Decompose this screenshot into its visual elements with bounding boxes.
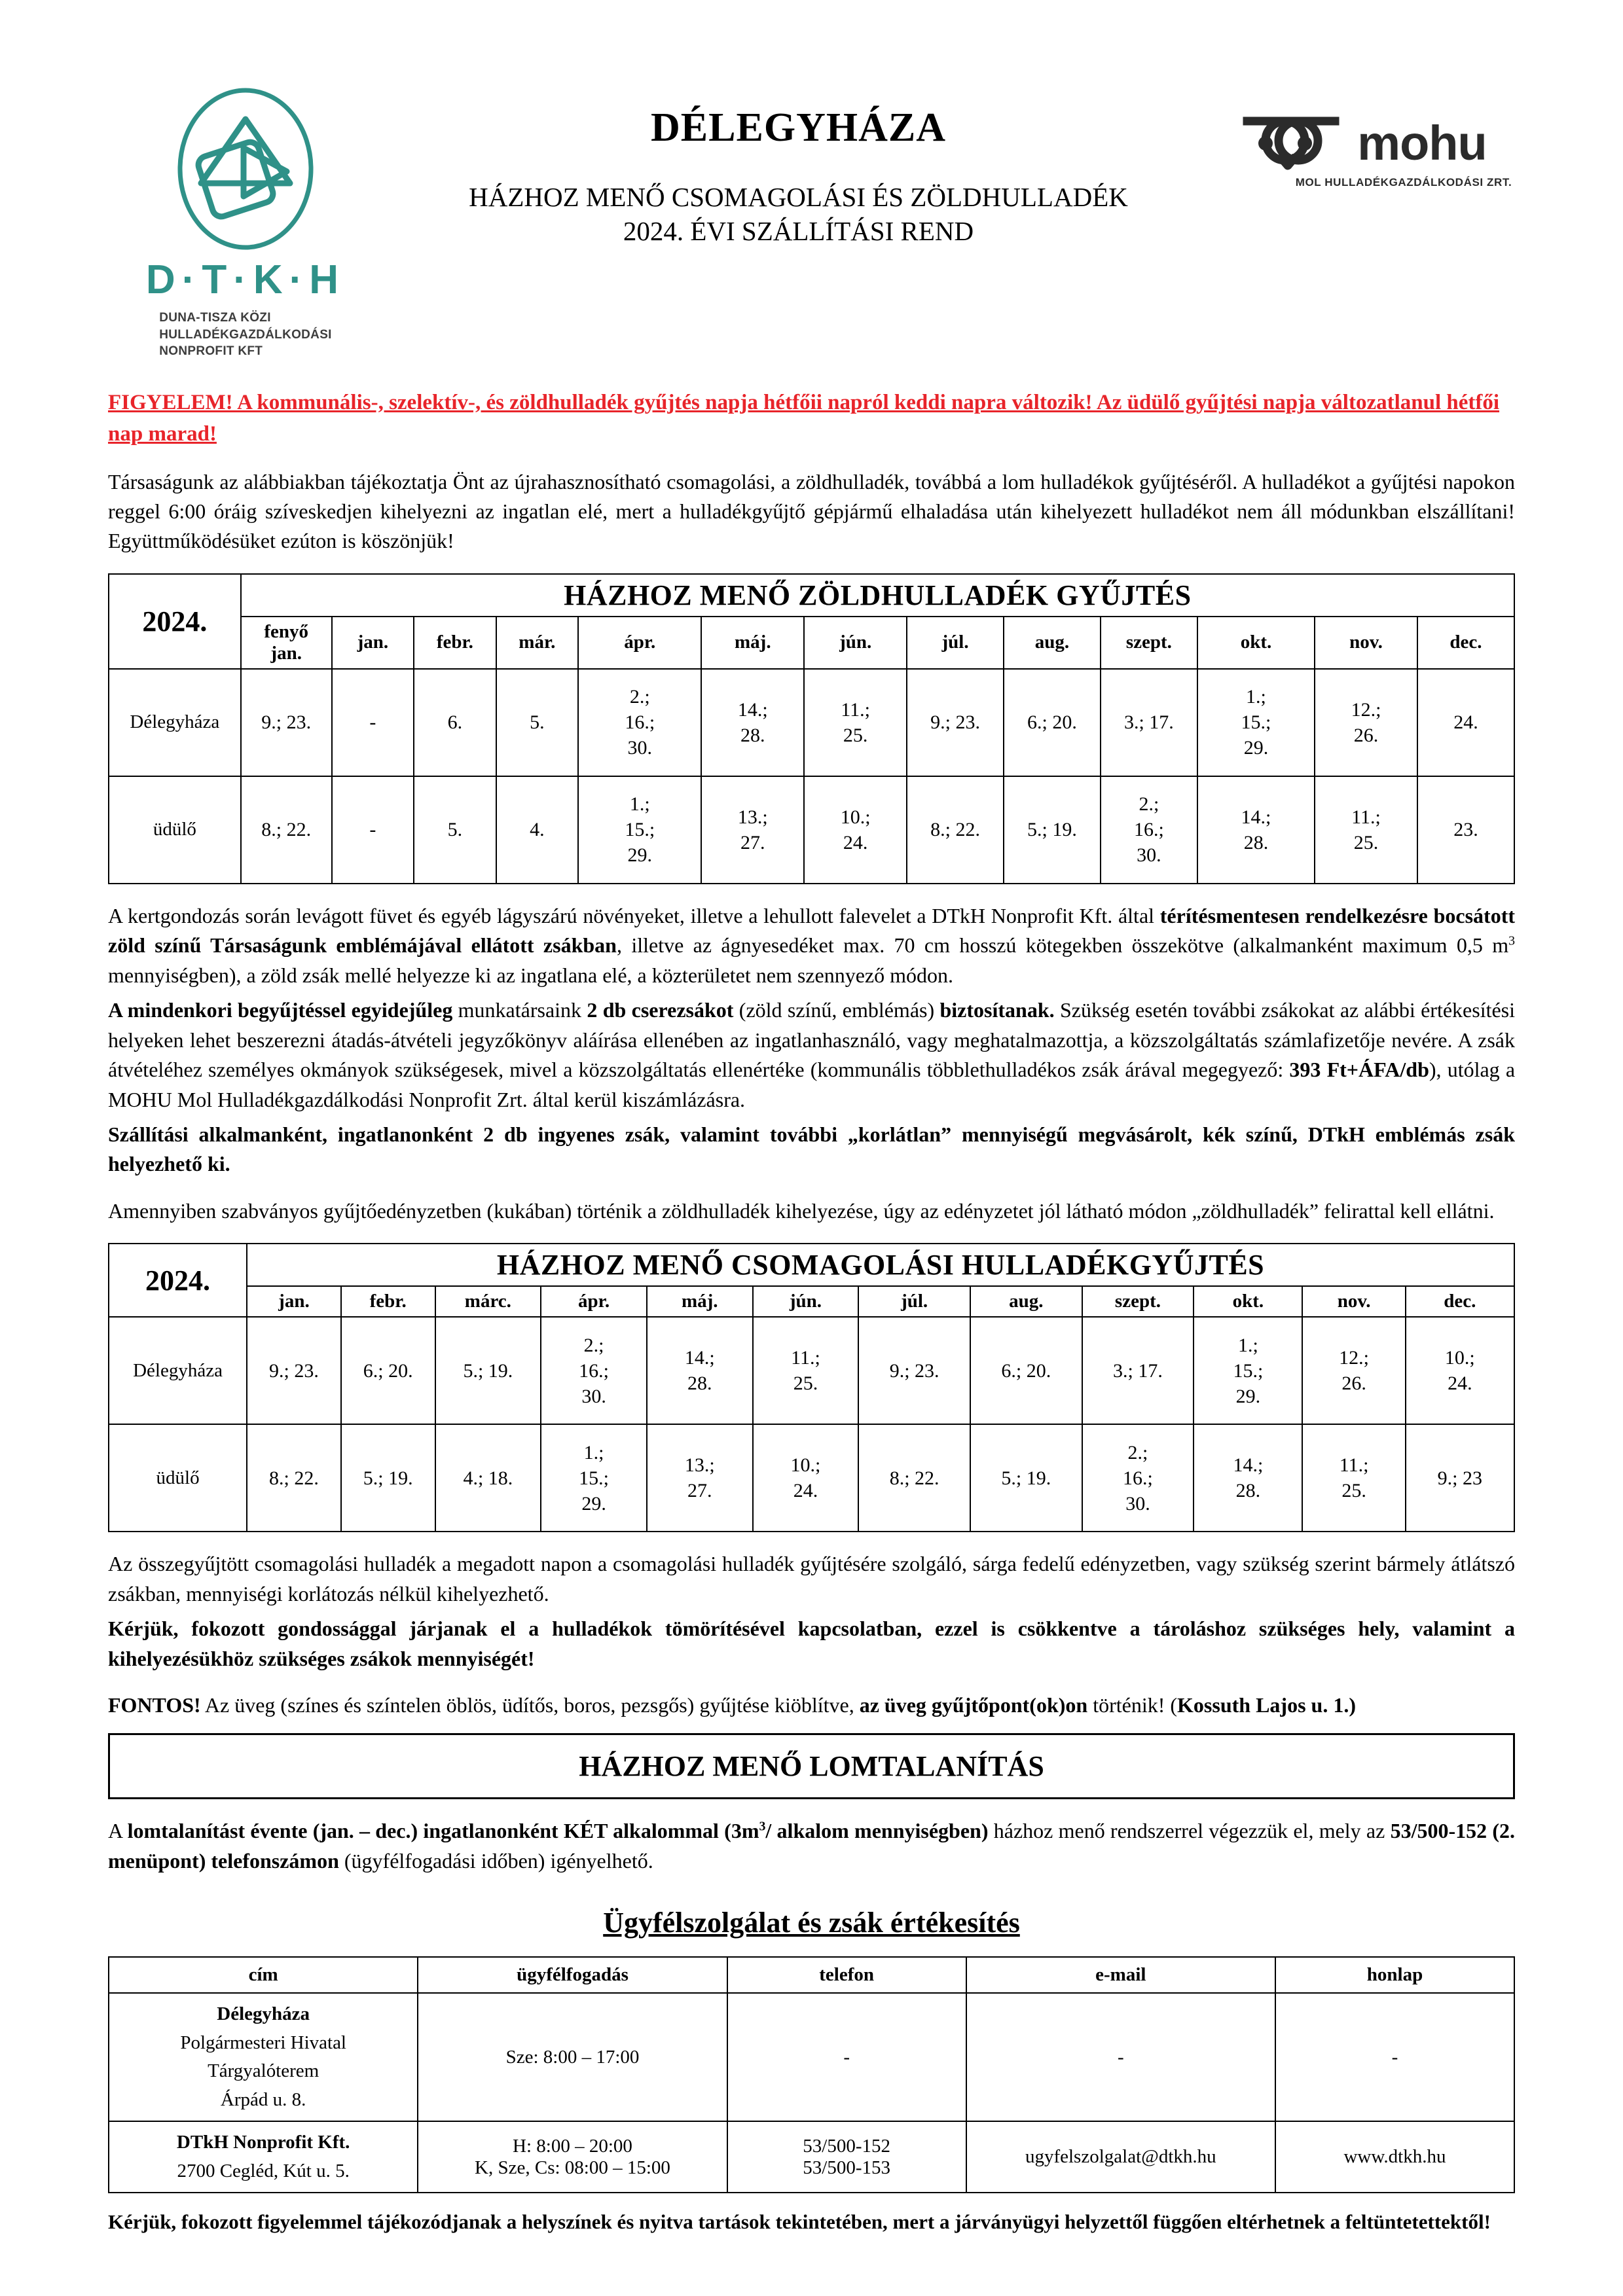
attention-notice: FIGYELEM! A kommunális-, szelektív-, és zöldhulladék gyűjtés napja hétfőii napról keddi napra változik! Az üdülő gyűjtési napja változatlanul hétfői nap marad! (108, 390, 1500, 446)
gw-p1-d: mennyiségben), a zöld zsák mellé helyezze ki az ingatlana elé, a közterületet nem szennyező módon. (108, 963, 953, 987)
mohu-owl-icon (1242, 115, 1340, 171)
page-subtitle-line-1: HÁZHOZ MENŐ CSOMAGOLÁSI ÉS ZÖLDHULLADÉK (469, 182, 1128, 212)
hours-line: K, Sze, Cs: 08:00 – 15:00 (475, 2157, 670, 2178)
month-header-8: aug. (970, 1286, 1082, 1317)
collection-dates-cell: 14.; 28. (1194, 1424, 1302, 1532)
collection-dates-cell: 24. (1417, 669, 1514, 776)
table-row (109, 776, 1514, 884)
collection-dates-cell: 11.; 25. (1302, 1424, 1405, 1532)
gw-p2-price: 393 Ft+ÁFA/db (1289, 1058, 1429, 1082)
address-line: Délegyháza (217, 2003, 310, 2025)
gw-p2-g: ), utólag a MOHU Mol Hulladékgazdálkodási Nonprofit Zrt. által kerül kiszámlázásra. (108, 1058, 1516, 1111)
service-column-header-5: honlap (1275, 1957, 1514, 1993)
gw-p1-a: A kertgondozás során levágott füvet és egyéb lágyszárú növényeket, illetve a lehullott falevelet a DTkH Nonprofit Kft. által (108, 903, 1160, 927)
hours-line: Sze: 8:00 – 17:00 (505, 2046, 640, 2068)
service-column-header-3: telefon (727, 1957, 966, 1993)
collection-dates-cell: 10.; 24. (753, 1424, 859, 1532)
collection-dates-cell: 5.; 19. (970, 1424, 1082, 1532)
page-title: DÉLEGYHÁZA (651, 105, 946, 150)
intro-paragraph: Társaságunk az alábbiakban tájékoztatja Önt az újrahasznosítható csomagolási, a zöldhulladék, továbbá a lom hulladékok gyűjtéséről. A hulladékot a gyűjtési napokon reggel 6:00 óráig szíveskedjen kihelyezni az ingatlan elé, mert a hulladékgyűjtő gépjármű elhaladása után kihelyezett hulladékot nem áll módunkban elszállítani! Együttműködésüket ezúton is köszönjük! (108, 469, 1515, 553)
collection-dates-cell: 3.; 17. (1101, 669, 1197, 776)
bulky-waste-paragraph (108, 1816, 1515, 1876)
collection-dates-cell: - (332, 669, 414, 776)
service-email-cell[interactable]: - (966, 1993, 1275, 2121)
service-column-header-1: cím (109, 1957, 418, 1993)
dtkh-emblem-icon (170, 85, 321, 262)
month-header-6: máj. (701, 617, 804, 669)
mohu-wordmark: mohu (1357, 115, 1487, 170)
month-header-2: jan. (332, 617, 414, 669)
bw-d: házhoz menő rendszerrel végezzük el, mely az (988, 1819, 1391, 1843)
gw-p1-c: , illetve az ágnyesedéket max. 70 cm hosszú kötegekben összekötve (alkalmanként maximum 0,5 m (616, 933, 1509, 958)
collection-dates-cell: 1.; 15.; 29. (578, 776, 701, 884)
collection-dates-cell: 4.; 18. (435, 1424, 541, 1532)
phone-line[interactable]: 53/500-153 (803, 2157, 890, 2178)
collection-dates-cell: - (332, 776, 414, 884)
gw-p1-sup: 3 (1508, 933, 1516, 948)
month-header-8: júl. (907, 617, 1004, 669)
dtkh-tagline-line-3: NONPROFIT KFT (159, 344, 263, 359)
collection-dates-cell: 8.; 22. (247, 1424, 341, 1532)
bw-c: / alkalom mennyiségben) (765, 1819, 989, 1843)
green-waste-paragraph-4: Amennyiben szabványos gyűjtőedényzetben (kukában) történik a zöldhulladék kihelyezése, úgy az edényzetet jól látható módon „zöldhulladék” felirattal kell ellátni. (108, 1198, 1495, 1223)
month-header-7: jún. (804, 617, 907, 669)
bw-a: A (108, 1819, 128, 1843)
dtkh-logo (108, 85, 383, 360)
month-header-11: okt. (1197, 617, 1315, 669)
month-header-10: okt. (1194, 1286, 1302, 1317)
address-line: 2700 Cegléd, Kút u. 5. (177, 2160, 350, 2181)
month-header-4: már. (496, 617, 578, 669)
row-label: üdülő (109, 1424, 247, 1532)
collection-dates-cell: 12.; 26. (1315, 669, 1417, 776)
table-row (109, 669, 1514, 776)
pk-p3-c: az üveg gyűjtőpont(ok)on (859, 1693, 1088, 1717)
collection-dates-cell: 23. (1417, 776, 1514, 884)
schedule-title-cell: HÁZHOZ MENŐ ZÖLDHULLADÉK GYŰJTÉS (241, 574, 1514, 617)
collection-dates-cell: 11.; 25. (804, 669, 907, 776)
month-header-1: jan. (247, 1286, 341, 1317)
green-waste-schedule-table (108, 573, 1515, 884)
collection-dates-cell: 8.; 22. (907, 776, 1004, 884)
dtkh-wordmark: D·T·K·H (145, 257, 346, 302)
collection-dates-cell: 14.; 28. (1197, 776, 1315, 884)
row-label: Délegyháza (109, 1317, 247, 1424)
packaging-paragraph-1: Az összegyűjtött csomagolási hulladék a megadott napon a csomagolási hulladék gyűjtésére szolgáló, sárga fedelű edényzetben, vagy szükség szerint bármely átlátszó zsákban, mennyiségi korlátozás nélkül kihelyezhető. (108, 1552, 1515, 1605)
collection-dates-cell: 8.; 22. (241, 776, 332, 884)
green-waste-paragraph-2 (108, 996, 1515, 1115)
schedule-year-cell: 2024. (109, 574, 241, 669)
month-header-5: ápr. (578, 617, 701, 669)
month-header-4: ápr. (541, 1286, 647, 1317)
service-phone-cell[interactable] (727, 2121, 966, 2193)
title-block (383, 85, 1214, 249)
collection-dates-cell: 5.; 19. (341, 1424, 435, 1532)
service-email-cell[interactable]: ugyfelszolgalat@dtkh.hu (966, 2121, 1275, 2193)
table-row (109, 1317, 1514, 1424)
month-header-12: dec. (1406, 1286, 1514, 1317)
month-header-12: nov. (1315, 617, 1417, 669)
collection-dates-cell: 9.; 23 (1406, 1424, 1514, 1532)
month-header-row (109, 1286, 1514, 1317)
schedule-year-cell: 2024. (109, 1244, 247, 1317)
collection-dates-cell: 9.; 23. (907, 669, 1004, 776)
bw-e: (ügyfélfogadási időben) igényelhető. (338, 1848, 653, 1873)
row-label: üdülő (109, 776, 241, 884)
collection-dates-cell: 9.; 23. (247, 1317, 341, 1424)
gw-p1-b: térítésmentesen rendelkezésre bocsátott zöld színű Társaságunk emblémájával ellátott zsákban (108, 903, 1516, 958)
collection-dates-cell: 6.; 20. (341, 1317, 435, 1424)
bw-phone: 53/500-152 (2. menüpont) telefonszámon (108, 1819, 1516, 1873)
page-subtitle (383, 180, 1214, 249)
collection-dates-cell: 1.; 15.; 29. (1194, 1317, 1302, 1424)
bw-b: lomtalanítást évente (jan. – dec.) ingatlanonként KÉT alkalommal (3m (127, 1819, 759, 1843)
month-header-9: aug. (1004, 617, 1101, 669)
dtkh-tagline (159, 310, 332, 360)
collection-dates-cell: 4. (496, 776, 578, 884)
gw-p2-a: A mindenkori begyűjtéssel egyidejűleg (108, 998, 453, 1022)
gw-p3: Szállítási alkalmanként, ingatlanonként 2 db ingyenes zsák, valamint további „korlátlan” mennyiségű megvásárolt, kék színű, DTkH emblémás zsák helyezhető ki. (108, 1122, 1515, 1176)
collection-dates-cell: 5.; 19. (435, 1317, 541, 1424)
address-line: Tárgyalóterem (208, 2060, 319, 2082)
collection-dates-cell: 5. (496, 669, 578, 776)
dtkh-tagline-line-1: DUNA-TISZA KÖZI (159, 311, 271, 325)
collection-dates-cell: 14.; 28. (647, 1317, 753, 1424)
gw-p2-f: Szükség esetén további zsákokat az alábbi értékesítési helyeken lehet beszerezni átadás-átvételi jegyzőkönyv aláírása ellenében az ingatlanhasználó, vagy meghatalmazottja, a közszolgáltatás számlafizetője nevére. A zsák átvételéhez személyes okmányok szükségesek, mivel a közszolgáltatás ellenértéke (kommunális többlethulladékos zsák árával megegyező: (108, 998, 1516, 1082)
packaging-paragraph-2 (108, 1614, 1515, 1674)
collection-dates-cell: 6.; 20. (970, 1317, 1082, 1424)
collection-dates-cell: 2.; 16.; 30. (1101, 776, 1197, 884)
collection-dates-cell: 10.; 24. (804, 776, 907, 884)
schedule-title-cell: HÁZHOZ MENŐ CSOMAGOLÁSI HULLADÉKGYŰJTÉS (247, 1244, 1514, 1286)
bw-sup: 3 (759, 1819, 766, 1834)
collection-dates-cell: 14.; 28. (701, 669, 804, 776)
collection-dates-cell: 1.; 15.; 29. (1197, 669, 1315, 776)
month-header-6: jún. (753, 1286, 859, 1317)
collection-dates-cell: 2.; 16.; 30. (1082, 1424, 1194, 1532)
collection-dates-cell: 12.; 26. (1302, 1317, 1405, 1424)
month-header-3: febr. (414, 617, 496, 669)
month-header-9: szept. (1082, 1286, 1194, 1317)
packaging-waste-schedule-table (108, 1243, 1515, 1532)
footer-notice: Kérjük, fokozott figyelemmel tájékozódjanak a helyszínek és nyitva tartások tekintetében, mert a járványügyi helyzettől függően eltérhetnek a feltüntetettektől! (108, 2210, 1491, 2234)
table-row (109, 1424, 1514, 1532)
service-address-cell (109, 2121, 418, 2193)
service-column-header-4: e-mail (966, 1957, 1275, 1993)
collection-dates-cell: 11.; 25. (753, 1317, 859, 1424)
collection-dates-cell: 10.; 24. (1406, 1317, 1514, 1424)
green-waste-paragraph-1 (108, 901, 1515, 990)
row-label: Délegyháza (109, 669, 241, 776)
collection-dates-cell: 2.; 16.; 30. (578, 669, 701, 776)
month-header-3: márc. (435, 1286, 541, 1317)
customer-service-heading: Ügyfélszolgálat és zsák értékesítés (603, 1907, 1020, 1939)
collection-dates-cell: 9.; 23. (241, 669, 332, 776)
month-header-10: szept. (1101, 617, 1197, 669)
collection-dates-cell: 5.; 19. (1004, 776, 1101, 884)
table-title-row (109, 1244, 1514, 1286)
gw-p2-c: 2 db cserezsákot (587, 998, 734, 1022)
address-line: DTkH Nonprofit Kft. (176, 2132, 350, 2153)
month-header-11: nov. (1302, 1286, 1405, 1317)
green-waste-paragraph-3 (108, 1120, 1515, 1179)
customer-service-table (108, 1956, 1515, 2193)
collection-dates-cell: 13.; 27. (701, 776, 804, 884)
pk-p2: Kérjük, fokozott gondossággal járjanak el a hulladékok tömörítésével kapcsolatban, ezzel is csökkentve a tároláshoz szükséges hely, valamint a kihelyezésükhöz szükséges zsákok mennyiségét! (108, 1617, 1515, 1670)
pk-p3-e: Kossuth Lajos u. 1.) (1177, 1693, 1356, 1717)
service-row (109, 1993, 1514, 2121)
dtkh-tagline-line-2: HULLADÉKGAZDÁLKODÁSI (159, 327, 332, 342)
service-column-header-2: ügyfélfogadás (418, 1957, 727, 1993)
service-hours-cell (418, 2121, 727, 2193)
bulky-waste-banner: HÁZHOZ MENŐ LOMTALANÍTÁS (108, 1733, 1515, 1799)
service-website-cell[interactable]: - (1275, 1993, 1514, 2121)
collection-dates-cell: 9.; 23. (858, 1317, 970, 1424)
collection-dates-cell: 6. (414, 669, 496, 776)
hours-line: H: 8:00 – 20:00 (513, 2135, 632, 2157)
month-header-13: dec. (1417, 617, 1514, 669)
collection-dates-cell: 11.; 25. (1315, 776, 1417, 884)
collection-dates-cell: 3.; 17. (1082, 1317, 1194, 1424)
service-row (109, 2121, 1514, 2193)
page-subtitle-line-2: 2024. ÉVI SZÁLLÍTÁSI REND (623, 216, 974, 247)
phone-line[interactable]: 53/500-152 (803, 2135, 890, 2157)
month-header-2: febr. (341, 1286, 435, 1317)
gw-p2-b: munkatársaink (452, 998, 587, 1022)
collection-dates-cell: 6.; 20. (1004, 669, 1101, 776)
month-header-5: máj. (647, 1286, 753, 1317)
pk-p3-a: FONTOS! (108, 1693, 201, 1717)
service-website-cell[interactable]: www.dtkh.hu (1275, 2121, 1514, 2193)
table-title-row (109, 574, 1514, 617)
phone-line[interactable]: - (843, 2046, 850, 2068)
pk-p3-d: történik! ( (1087, 1693, 1178, 1717)
gw-p2-e: biztosítanak. (939, 998, 1055, 1022)
collection-dates-cell: 5. (414, 776, 496, 884)
service-address-cell (109, 1993, 418, 2121)
month-header-7: júl. (858, 1286, 970, 1317)
service-phone-cell[interactable] (727, 1993, 966, 2121)
month-header-row (109, 617, 1514, 669)
mohu-tagline: MOL HULLADÉKGAZDÁLKODÁSI ZRT. (1295, 176, 1512, 188)
packaging-paragraph-3 (108, 1691, 1515, 1720)
collection-dates-cell: 13.; 27. (647, 1424, 753, 1532)
month-header-1: fenyő jan. (241, 617, 332, 669)
collection-dates-cell: 8.; 22. (858, 1424, 970, 1532)
document-header (108, 85, 1515, 360)
service-hours-cell (418, 1993, 727, 2121)
collection-dates-cell: 2.; 16.; 30. (541, 1317, 647, 1424)
address-line: Polgármesteri Hivatal (180, 2032, 346, 2053)
collection-dates-cell: 1.; 15.; 29. (541, 1424, 647, 1532)
gw-p2-d: (zöld színű, emblémás) (733, 998, 940, 1022)
address-line: Árpád u. 8. (220, 2089, 306, 2110)
pk-p3-b: Az üveg (színes és színtelen öblös, üdítős, boros, pezsgős) gyűjtése kiöblítve, (200, 1693, 860, 1717)
table-header-row (109, 1957, 1514, 1993)
mohu-logo (1214, 85, 1515, 189)
